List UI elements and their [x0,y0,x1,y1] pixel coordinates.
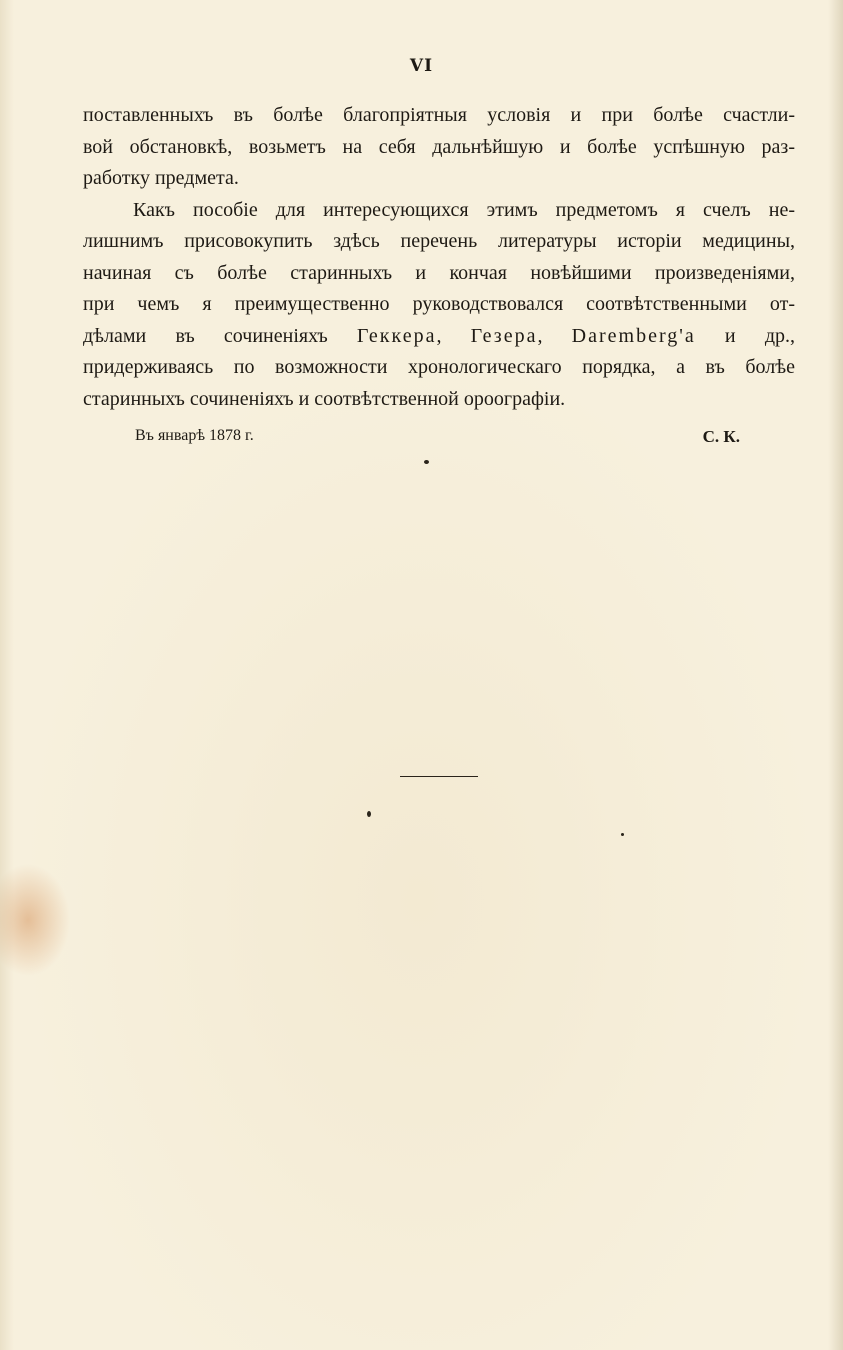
paragraph-1-line-3: работку предмета. [83,167,239,189]
line-5-before: дѣлами въ сочиненіяхъ [83,324,357,347]
line-5-sep-1: , [436,324,471,347]
date-line: Въ январѣ 1878 г. [135,427,254,444]
paragraph-2-line-7: старинныхъ сочиненіяхъ и соотвѣтственной ороографіи. [83,387,566,410]
ink-speck [424,460,429,464]
paragraph-2-line-5 [83,321,795,353]
paragraph-2-line-4: при чемъ я преимущественно руководствовался соотвѣтственными от- [83,293,795,315]
ink-speck [367,811,371,817]
author-name-hecker: Геккера [356,324,437,347]
footer-row [135,427,740,451]
line-5-sep-2: , [537,324,572,347]
paragraph-2-line-6: придерживаясь по возможности хронологическаго порядка, а въ болѣе [83,356,795,378]
paragraph-1-line-1: поставленныхъ въ болѣе благопріятныя условія и при болѣе счастли- [83,104,795,126]
page-number: VI [409,56,434,76]
author-name-daremberg: Daremberg'а [571,324,696,347]
closing-rule [400,776,478,777]
author-name-haeser: Гезера [470,324,538,347]
paragraph-1-line-2: вой обстановкѣ, возьметъ на себя дальнѣйшую и болѣе успѣшную раз- [83,135,795,158]
paragraph-2-line-3: начиная съ болѣе старинныхъ и кончая новѣйшими произведеніями, [83,261,795,284]
paragraph-2-line-2: лишнимъ присовокупить здѣсь перечень литературы исторіи медицины, [83,230,795,252]
signature-initials: С. К. [702,427,740,446]
ink-speck [621,833,624,836]
paragraph-2-line-1: Какъ пособіе для интересующихся этимъ предметомъ я счелъ не- [133,198,795,221]
line-5-after: и др., [695,324,795,347]
main-text [83,100,795,415]
